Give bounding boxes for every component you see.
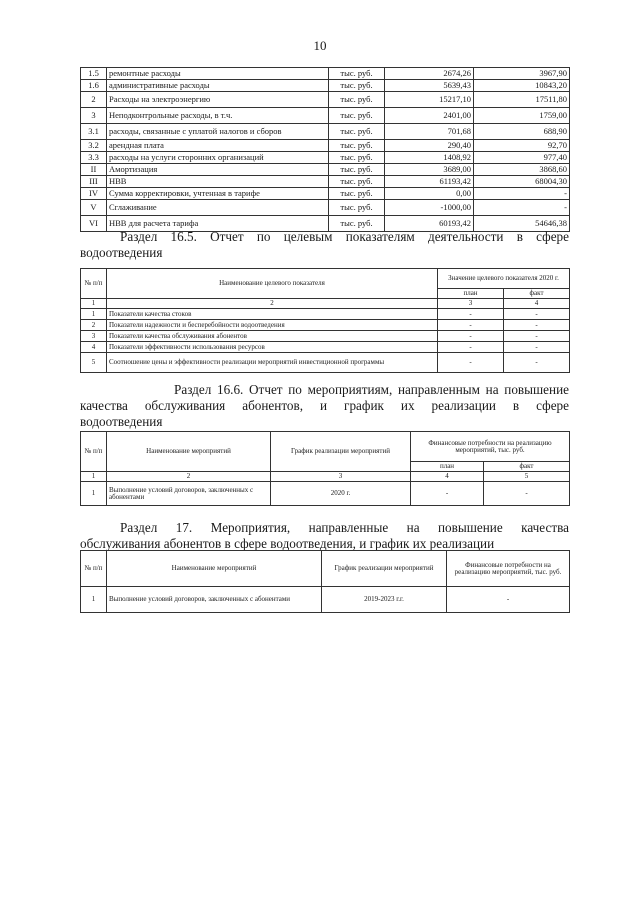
row-name: Амортизация <box>107 164 329 176</box>
column-index: 5 <box>484 472 570 482</box>
section-16-6-heading <box>80 382 569 430</box>
row-name: арендная плата <box>107 140 329 152</box>
row-name: Сглаживание <box>107 200 329 216</box>
table-row <box>81 188 570 200</box>
measures-plan-table <box>80 550 570 613</box>
row-value-plan: 5639,43 <box>385 80 474 92</box>
row-name: НВВ для расчета тарифа <box>107 216 329 232</box>
table-row <box>81 200 570 216</box>
table-row <box>81 124 570 140</box>
row-name: Показатели надежности и бесперебойности водоотведения <box>107 320 438 331</box>
row-value-fact: 68004,30 <box>474 176 570 188</box>
row-number: 1.6 <box>81 80 107 92</box>
row-number: 2 <box>81 320 107 331</box>
heading-line: качества обслуживания абонентов, и график их реализации в сфере <box>80 398 569 413</box>
row-value-fact: 977,40 <box>474 152 570 164</box>
table-row <box>81 152 570 164</box>
table-row <box>81 176 570 188</box>
row-plan: - <box>438 353 504 373</box>
col-name-header: Наименование мероприятий <box>107 551 322 587</box>
row-unit: тыс. руб. <box>329 140 385 152</box>
row-value-plan: 290,40 <box>385 140 474 152</box>
col-num-header: № п/п <box>81 551 107 587</box>
row-unit: тыс. руб. <box>329 152 385 164</box>
col-schedule-header: График реализации мероприятий <box>322 551 447 587</box>
row-unit: тыс. руб. <box>329 124 385 140</box>
row-number: VI <box>81 216 107 232</box>
row-value-plan: 3689,00 <box>385 164 474 176</box>
row-name: Сумма корректировки, учтенная в тарифе <box>107 188 329 200</box>
col-fact-header: факт <box>504 289 570 299</box>
row-unit: тыс. руб. <box>329 176 385 188</box>
row-plan: - <box>438 342 504 353</box>
table-row <box>81 331 570 342</box>
row-value-fact: 17511,80 <box>474 92 570 108</box>
measures-report-table <box>80 431 570 506</box>
row-value-plan: 701,68 <box>385 124 474 140</box>
row-number: 3 <box>81 331 107 342</box>
row-number: 3.3 <box>81 152 107 164</box>
col-plan-header: план <box>411 462 484 472</box>
row-unit: тыс. руб. <box>329 188 385 200</box>
row-unit: тыс. руб. <box>329 164 385 176</box>
table-row <box>81 309 570 320</box>
row-schedule: 2020 г. <box>271 482 411 506</box>
row-number: III <box>81 176 107 188</box>
column-index: 3 <box>271 472 411 482</box>
row-number: V <box>81 200 107 216</box>
row-fact: - <box>504 320 570 331</box>
table-row <box>81 108 570 124</box>
table-row <box>81 68 570 80</box>
row-value-plan: 15217,10 <box>385 92 474 108</box>
row-unit: тыс. руб. <box>329 200 385 216</box>
row-number: 1 <box>81 587 107 613</box>
row-number: 5 <box>81 353 107 373</box>
table-row <box>81 320 570 331</box>
row-value-fact: 10843,20 <box>474 80 570 92</box>
row-plan: - <box>438 309 504 320</box>
heading-line: Раздел 16.6. Отчет по мероприятиям, направленным на повышение <box>174 382 569 397</box>
column-index: 1 <box>81 299 107 309</box>
heading-line: водоотведения <box>80 414 163 429</box>
table-row <box>81 482 570 506</box>
row-plan: - <box>438 331 504 342</box>
table-row <box>81 587 570 613</box>
column-index: 2 <box>107 472 271 482</box>
row-unit: тыс. руб. <box>329 92 385 108</box>
table-row <box>81 164 570 176</box>
row-name: административные расходы <box>107 80 329 92</box>
row-value-plan: 0,00 <box>385 188 474 200</box>
row-unit: тыс. руб. <box>329 68 385 80</box>
column-index: 2 <box>107 299 438 309</box>
row-fact: - <box>484 482 570 506</box>
row-unit: тыс. руб. <box>329 108 385 124</box>
row-value-plan: -1000,00 <box>385 200 474 216</box>
row-number: 3.2 <box>81 140 107 152</box>
column-index: 4 <box>411 472 484 482</box>
row-value-fact: 54646,38 <box>474 216 570 232</box>
row-number: 1 <box>81 309 107 320</box>
row-value-fact: 1759,00 <box>474 108 570 124</box>
table-row <box>81 353 570 373</box>
row-number: 1 <box>81 482 107 506</box>
row-number: 3 <box>81 108 107 124</box>
row-value-plan: 61193,42 <box>385 176 474 188</box>
table-row <box>81 80 570 92</box>
table-row <box>81 140 570 152</box>
page-number: 10 <box>313 38 327 53</box>
row-value-plan: 2401,00 <box>385 108 474 124</box>
row-unit: тыс. руб. <box>329 80 385 92</box>
row-number: 2 <box>81 92 107 108</box>
row-number: IV <box>81 188 107 200</box>
cost-table <box>80 67 570 232</box>
row-number: 3.1 <box>81 124 107 140</box>
row-fact: - <box>504 353 570 373</box>
row-name: Выполнение условий договоров, заключенных с абонентами <box>107 587 322 613</box>
row-name: Показатели качества обслуживания абонентов <box>107 331 438 342</box>
col-name-header: Наименование мероприятий <box>107 432 271 472</box>
row-number: 1.5 <box>81 68 107 80</box>
row-plan: - <box>411 482 484 506</box>
row-finance: - <box>447 587 570 613</box>
table-row <box>81 92 570 108</box>
row-plan: - <box>438 320 504 331</box>
row-unit: тыс. руб. <box>329 216 385 232</box>
row-value-fact: 92,70 <box>474 140 570 152</box>
col-schedule-header: График реализации мероприятий <box>271 432 411 472</box>
row-value-fact: 688,90 <box>474 124 570 140</box>
row-name: Выполнение условий договоров, заключенных с абонентами <box>107 482 271 506</box>
row-name: расходы на услуги сторонних организаций <box>107 152 329 164</box>
row-name: Показатели качества стоков <box>107 309 438 320</box>
col-num-header: № п/п <box>81 432 107 472</box>
row-schedule: 2019-2023 г.г. <box>322 587 447 613</box>
row-value-plan: 60193,42 <box>385 216 474 232</box>
row-name: НВВ <box>107 176 329 188</box>
row-value-plan: 1408,92 <box>385 152 474 164</box>
row-value-fact: 3967,90 <box>474 68 570 80</box>
row-name: Показатели эффективности использования ресурсов <box>107 342 438 353</box>
row-name: Соотношение цены и эффективности реализации мероприятий инвестиционной программы <box>107 353 438 373</box>
heading-line: Раздел 16.5. Отчет по целевым показателям деятельности в сфере <box>120 229 569 244</box>
row-fact: - <box>504 309 570 320</box>
row-name: Неподконтрольные расходы, в т.ч. <box>107 108 329 124</box>
row-number: II <box>81 164 107 176</box>
row-name: Расходы на электроэнергию <box>107 92 329 108</box>
col-name-header: Наименование целевого показателя <box>107 269 438 299</box>
col-value-header: Значение целевого показателя 2020 г. <box>438 269 570 289</box>
row-value-plan: 2674,26 <box>385 68 474 80</box>
table-row <box>81 342 570 353</box>
heading-line: водоотведения <box>80 245 163 260</box>
col-finance-header: Финансовые потребности на реализацию мероприятий, тыс. руб. <box>447 551 570 587</box>
heading-line: обслуживания абонентов в сфере водоотведения, и график их реализации <box>80 536 495 551</box>
row-value-fact: - <box>474 188 570 200</box>
row-name: расходы, связанные с уплатой налогов и сборов <box>107 124 329 140</box>
col-num-header: № п/п <box>81 269 107 299</box>
row-number: 4 <box>81 342 107 353</box>
heading-line: Раздел 17. Мероприятия, направленные на повышение качества <box>120 520 569 535</box>
col-plan-header: план <box>438 289 504 299</box>
row-fact: - <box>504 342 570 353</box>
column-index: 3 <box>438 299 504 309</box>
row-value-fact: - <box>474 200 570 216</box>
section-16-5-heading <box>80 229 569 261</box>
col-fact-header: факт <box>484 462 570 472</box>
section-17-heading <box>80 520 569 552</box>
column-index: 1 <box>81 472 107 482</box>
column-index: 4 <box>504 299 570 309</box>
row-fact: - <box>504 331 570 342</box>
row-name: ремонтные расходы <box>107 68 329 80</box>
row-value-fact: 3868,60 <box>474 164 570 176</box>
target-indicators-table <box>80 268 570 373</box>
col-finance-header: Финансовые потребности на реализацию мероприятий, тыс. руб. <box>411 432 570 462</box>
